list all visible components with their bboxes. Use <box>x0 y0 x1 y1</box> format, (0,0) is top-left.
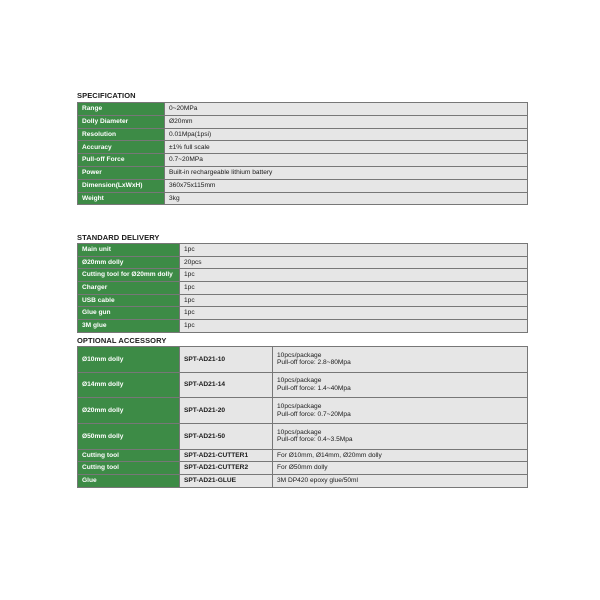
accessory-label: Cutting tool <box>78 462 180 475</box>
accessory-code: SPT-AD21-14 <box>180 372 273 398</box>
spec-label: Range <box>78 103 165 116</box>
delivery-value: 1pc <box>180 282 528 295</box>
table-row <box>78 179 528 192</box>
accessory-label: Ø50mm dolly <box>78 424 180 450</box>
delivery-label: 3M glue <box>78 320 180 333</box>
delivery-label: Charger <box>78 282 180 295</box>
table-row <box>78 347 528 373</box>
accessory-label: Ø10mm dolly <box>78 347 180 373</box>
accessory-label: Ø20mm dolly <box>78 398 180 424</box>
accessory-code: SPT-AD21-CUTTER1 <box>180 449 273 462</box>
accessory-code: SPT-AD21-50 <box>180 424 273 450</box>
spec-label: Accuracy <box>78 141 165 154</box>
table-row <box>78 115 528 128</box>
table-row <box>78 282 528 295</box>
spec-label: Dolly Diameter <box>78 115 165 128</box>
spec-value: 0.7~20MPa <box>165 154 528 167</box>
table-row <box>78 474 528 487</box>
delivery-value: 1pc <box>180 320 528 333</box>
spec-value: Built-in rechargeable lithium battery <box>165 166 528 179</box>
optional-accessory-title: OPTIONAL ACCESSORY <box>77 336 167 345</box>
table-row <box>78 449 528 462</box>
accessory-description: 3M DP420 epoxy glue/50ml <box>273 474 528 487</box>
standard-delivery-table <box>77 243 528 333</box>
table-row <box>78 269 528 282</box>
delivery-value: 1pc <box>180 244 528 257</box>
delivery-label: USB cable <box>78 294 180 307</box>
accessory-description <box>273 424 528 450</box>
accessory-description <box>273 347 528 373</box>
spec-value: Ø20mm <box>165 115 528 128</box>
spec-label: Resolution <box>78 128 165 141</box>
accessory-code: SPT-AD21-CUTTER2 <box>180 462 273 475</box>
accessory-desc-line-2: Pull-off force: 0.7~20Mpa <box>277 410 351 418</box>
table-row <box>78 128 528 141</box>
specification-title: SPECIFICATION <box>77 91 136 100</box>
accessory-desc-line-1: 10pcs/package <box>277 377 322 385</box>
spec-value: ±1% full scale <box>165 141 528 154</box>
table-row <box>78 320 528 333</box>
accessory-code: SPT-AD21-20 <box>180 398 273 424</box>
accessory-desc-line-2: Pull-off force: 0.4~3.5Mpa <box>277 436 353 444</box>
accessory-description: For Ø10mm, Ø14mm, Ø20mm dolly <box>273 449 528 462</box>
table-row <box>78 244 528 257</box>
accessory-description <box>273 372 528 398</box>
accessory-description <box>273 398 528 424</box>
accessory-code: SPT-AD21-10 <box>180 347 273 373</box>
accessory-label: Glue <box>78 474 180 487</box>
accessory-code: SPT-AD21-GLUE <box>180 474 273 487</box>
table-row <box>78 103 528 116</box>
delivery-value: 1pc <box>180 307 528 320</box>
accessory-desc-line-1: 10pcs/package <box>277 428 322 436</box>
delivery-value: 20pcs <box>180 256 528 269</box>
accessory-desc-line-2: Pull-off force: 2.8~80Mpa <box>277 359 351 367</box>
table-row <box>78 166 528 179</box>
spec-label: Dimension(LxWxH) <box>78 179 165 192</box>
standard-delivery-title: STANDARD DELIVERY <box>77 233 160 242</box>
table-row <box>78 141 528 154</box>
spec-label: Power <box>78 166 165 179</box>
spec-value: 3kg <box>165 192 528 205</box>
table-row <box>78 424 528 450</box>
table-row <box>78 294 528 307</box>
specification-table <box>77 102 528 205</box>
accessory-desc-line-2: Pull-off force: 1.4~40Mpa <box>277 385 351 393</box>
table-row <box>78 256 528 269</box>
table-row <box>78 192 528 205</box>
table-row <box>78 372 528 398</box>
delivery-value: 1pc <box>180 269 528 282</box>
spec-value: 0.01Mpa(1psi) <box>165 128 528 141</box>
delivery-label: Ø20mm dolly <box>78 256 180 269</box>
accessory-desc-line-1: 10pcs/package <box>277 403 322 411</box>
table-row <box>78 462 528 475</box>
delivery-label: Glue gun <box>78 307 180 320</box>
optional-accessory-table <box>77 346 528 488</box>
spec-label: Weight <box>78 192 165 205</box>
table-row <box>78 154 528 167</box>
accessory-label: Cutting tool <box>78 449 180 462</box>
table-row <box>78 307 528 320</box>
spec-value: 0~20MPa <box>165 103 528 116</box>
spec-label: Pull-off Force <box>78 154 165 167</box>
delivery-value: 1pc <box>180 294 528 307</box>
delivery-label: Cutting tool for Ø20mm dolly <box>78 269 180 282</box>
delivery-label: Main unit <box>78 244 180 257</box>
table-row <box>78 398 528 424</box>
spec-value: 360x75x115mm <box>165 179 528 192</box>
accessory-desc-line-1: 10pcs/package <box>277 351 322 359</box>
accessory-description: For Ø50mm dolly <box>273 462 528 475</box>
accessory-label: Ø14mm dolly <box>78 372 180 398</box>
